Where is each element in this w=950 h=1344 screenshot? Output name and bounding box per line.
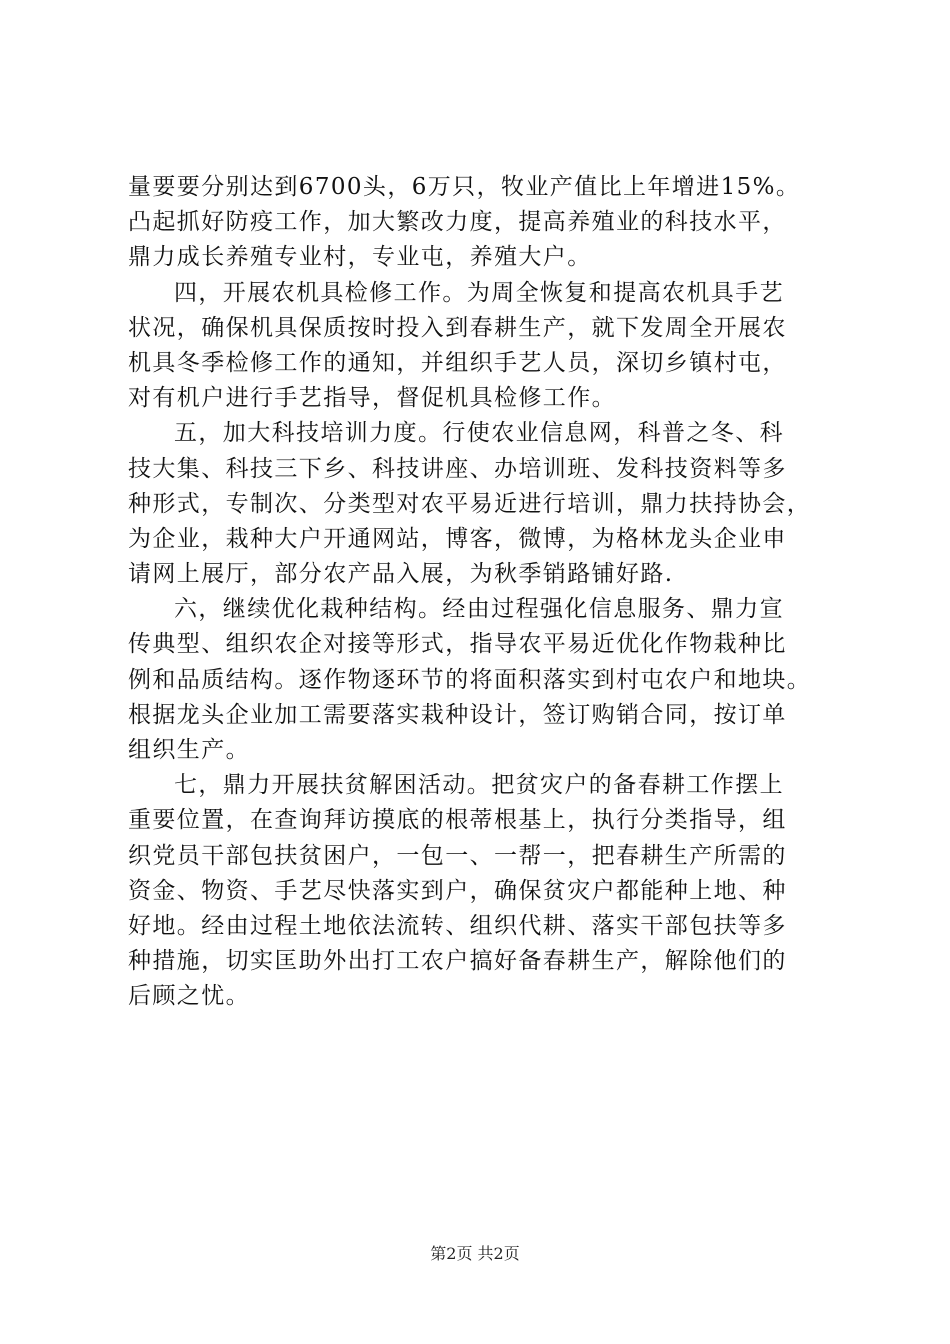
paragraph-start-line: 七，鼎力开展扶贫解困活动。把贫灾户的备春耕工作摆上 bbox=[174, 772, 784, 799]
text-line: 后顾之忧。 bbox=[128, 983, 250, 1010]
text-line: 机具冬季检修工作的通知，并组织手艺人员，深切乡镇村屯， bbox=[128, 349, 787, 376]
text-line: 凸起抓好防疫工作，加大繁改力度，提高养殖业的科技水平， bbox=[128, 209, 787, 236]
text-line: 组织生产。 bbox=[128, 737, 250, 763]
text-line: 种形式，专制次、分类型对农平易近进行培训，鼎力扶持协会， bbox=[128, 490, 812, 517]
text-line: 技大集、科技三下乡、科技讲座、办培训班、发科技资料等多 bbox=[128, 455, 787, 482]
text-line: 传典型、组织农企对接等形式，指导农平易近优化作物栽种比 bbox=[128, 631, 787, 658]
text-line: 种措施，切实匡助外出打工农户搞好备春耕生产，解除他们的 bbox=[128, 948, 787, 975]
body-text bbox=[128, 170, 828, 1015]
text-line: 鼎力成长养殖专业村，专业屯，养殖大户。 bbox=[128, 244, 592, 271]
text-line: 织党员干部包扶贫困户，一包一、一帮一，把春耕生产所需的 bbox=[128, 842, 787, 869]
paragraph-start-line: 四，开展农机具检修工作。为周全恢复和提高农机具手艺 bbox=[174, 279, 784, 306]
text-line: 状况，确保机具保质按时投入到春耕生产，就下发周全开展农 bbox=[128, 314, 787, 341]
text-line: 对有机户进行手艺指导，督促机具检修工作。 bbox=[128, 385, 616, 412]
text-line: 重要位置，在查询拜访摸底的根蒂根基上，执行分类指导，组 bbox=[128, 807, 787, 834]
text-line: 根据龙头企业加工需要落实栽种设计，签订购销合同，按订单 bbox=[128, 701, 787, 728]
text-line: 好地。经由过程土地依法流转、组织代耕、落实干部包扶等多 bbox=[128, 912, 787, 939]
text-line: 例和品质结构。逐作物逐环节的将面积落实到村屯农户和地块。 bbox=[128, 666, 812, 693]
text-line: 量要要分别达到6700头，6万只，牧业产值比上年增进15%。 bbox=[128, 174, 801, 200]
text-line: 为企业，栽种大户开通网站，博客，微博，为格林龙头企业申 bbox=[128, 525, 787, 552]
page-number-footer: 第2页 共2页 bbox=[430, 1244, 520, 1263]
text-line: 资金、物资、手艺尽快落实到户，确保贫灾户都能种上地、种 bbox=[128, 877, 787, 904]
paragraph-start-line: 六，继续优化栽种结构。经由过程强化信息服务、鼎力宣 bbox=[174, 596, 784, 623]
text-line: 请网上展厅，部分农产品入展，为秋季销路铺好路. bbox=[128, 561, 674, 588]
paragraph-start-line: 五，加大科技培训力度。行使农业信息网，科普之冬、科 bbox=[174, 420, 784, 447]
